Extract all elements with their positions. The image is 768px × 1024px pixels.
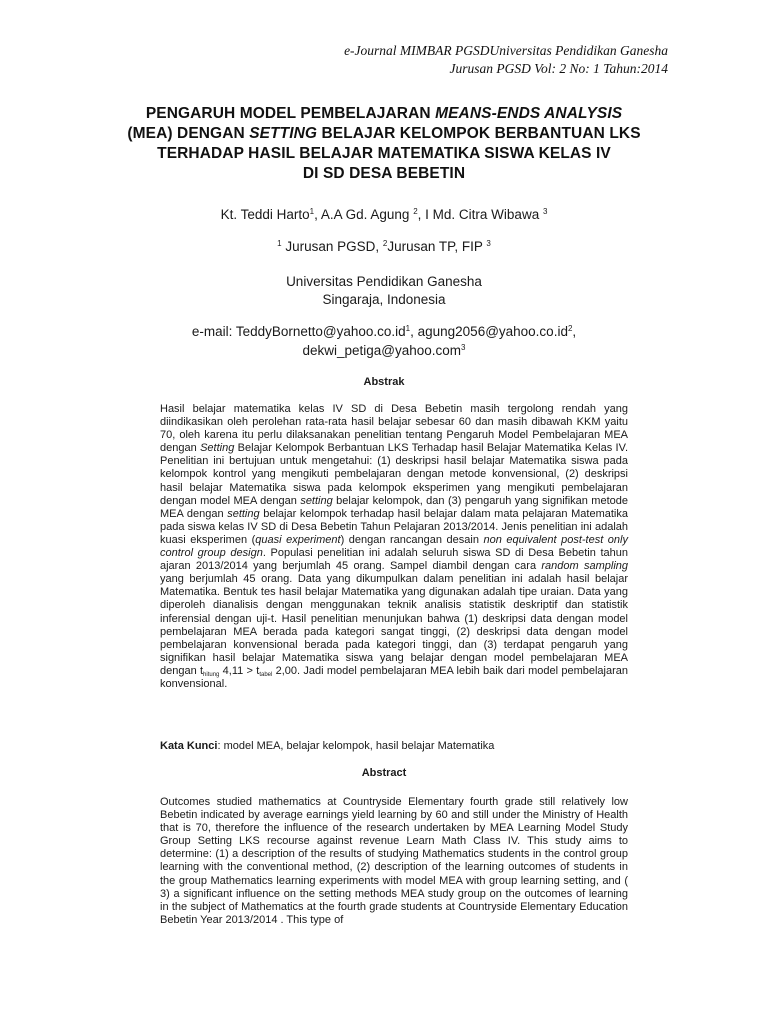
email-line-1: e-mail: $TeddyBornetto@yahoo.co.id^1$, $agung2056@yahoo.co.id^2$, [191,324,577,339]
title-line-2: (MEA) DENGAN SETTING BELAJAR KELOMPOK BERBANTUAN LKS [127,125,641,142]
email-line-2: dekwi_petiga@yahoo.com$^3$ [302,343,466,358]
university-city: Singaraja, Indonesia [322,292,446,307]
author-1: Kt. Teddi Harto [220,207,310,222]
abstrak-text: Hasil belajar matematika kelas IV SD di Desa Bebetin masih tergolong rendah yang diindikasikan oleh perolehan rata-rata hasil belajar sebesar 60 dan masih dibawah KKM yaitu 70, oleh karena itu perlu dilaksanakan penelitian tentang Pengaruh Model Pembelajaran MEA dengan Setting Belajar Kelompok Berbantuan LKS Terhadap hasil Belajar Matematika Kelas IV. Penelitian ini bertujuan untuk mengetahui: (1) deskripsi hasil belajar Matematika siswa pada kelompok kontrol yang mengikuti pembelajaran dengan metode konvensional, (2) deskripsi hasil belajar Matematika siswa pada kelompok eksperimen yang mengikuti pembelajaran dengan model MEA dengan setting belajar kelompok, dan (3) pengaruh yang signifikan metode MEA dengan setting belajar kelompok terhadap hasil belajar dalam mata pelajaran Matematika pada siswa kelas IV SD di Desa Bebetin Tahun Pelajaran 2013/2014. Jenis penelitian ini adalah kuasi eksperimen (quasi experiment) dengan rancangan desain non equivalent post-test only control group design. Populasi penelitian ini adalah seluruh siswa SD di Desa Bebetin tahun ajaran 2013/2014 yang berjumlah 45 orang. Sampel diambil dengan cara random sampling yang berjumlah 45 orang. Data yang dikumpulkan dalam penelitian ini adalah hasil belajar Matematika. Bentuk tes hasil belajar Matematika yang digunakan adalah tipe uraian. Data yang diperoleh dianalisis dengan menggunakan teknik analisis statistik deskriptif dan statistik inferensial dengan uji-t. Hasil penelitian menunjukan bahwa (1) deskripsi data dengan model pembelajaran MEA berada pada kategori sangat tinggi, (2) deskripsi data dengan model pembelajaran konvensional berada pada kategori tinggi, dan (3) terdapat pengaruh yang signifikan hasil belajar Matematika siswa yang belajar dengan model pembelajaran MEA dengan $t_{hitung}$ $4,11 > t_{tabel}$ 2,00. Jadi model pembelajaran MEA lebih baik dari model pembelajaran konvensional. [160,403,629,690]
email-1: TeddyBornetto@yahoo.co.id [235,324,406,339]
abstrak-heading: Abstrak [363,376,405,388]
email-2: agung2056@yahoo.co.id [417,324,568,339]
paper-title [100,104,668,184]
keywords-text: : model MEA, belajar kelompok, hasil belajar Matematika [217,740,495,752]
university-name: Universitas Pendidikan Ganesha [286,274,482,289]
keywords [160,740,628,753]
running-header [344,42,668,78]
author-list: Kt. Teddi Harto$^1$, A.A Gd. Agung $^2$, I Md. Citra Wibawa $^3$ [220,207,548,222]
journal-name: e-Journal MIMBAR PGSDUniversitas Pendidikan Ganesha [344,43,668,58]
email-block [100,322,668,360]
author-2: A.A Gd. Agung [320,207,414,222]
university-block [100,273,668,309]
author-3: I Md. Citra Wibawa [425,207,543,222]
email-3: dekwi_petiga@yahoo.com [302,343,462,358]
abstract-heading: Abstract [361,767,407,779]
journal-volume: Jurusan PGSD Vol: 2 No: 1 Tahun:2014 [449,61,668,76]
abstract-text: Outcomes studied mathematics at Countryside Elementary fourth grade still relatively low Bebetin indicated by average earnings yield learning by 60 and still under the Ministry of Health that is 70, therefore the influence of the research undertaken by MEA Learning Model Study Group Setting LKS recourse against revenue Learn Math Class IV. This study aims to determine: (1) a description of the results of studying Mathematics students in the control group learning with the conventional method, (2) description of the learning outcomes of students in the group Mathematics learning experiments with model MEA with group learning setting, and ( 3) a significant influence on the setting methods MEA study group on the outcomes of learning in the subject of Mathematics at the fourth grade students at Countryside Elementary Education Bebetin Year 2013/2014 . This type of [160,796,628,926]
affiliation: $^1$ Jurusan PGSD, $^2$Jurusan TP, FIP $^3$ [277,239,491,254]
title-line-1: PENGARUH MODEL PEMBELAJARAN MEANS-ENDS ANALYSIS [145,105,623,122]
title-line-3: TERHADAP HASIL BELAJAR MATEMATIKA SISWA KELAS IV [157,145,611,162]
title-line-4: DI SD DESA BEBETIN [302,165,466,182]
keywords-label: Kata Kunci [160,740,218,752]
